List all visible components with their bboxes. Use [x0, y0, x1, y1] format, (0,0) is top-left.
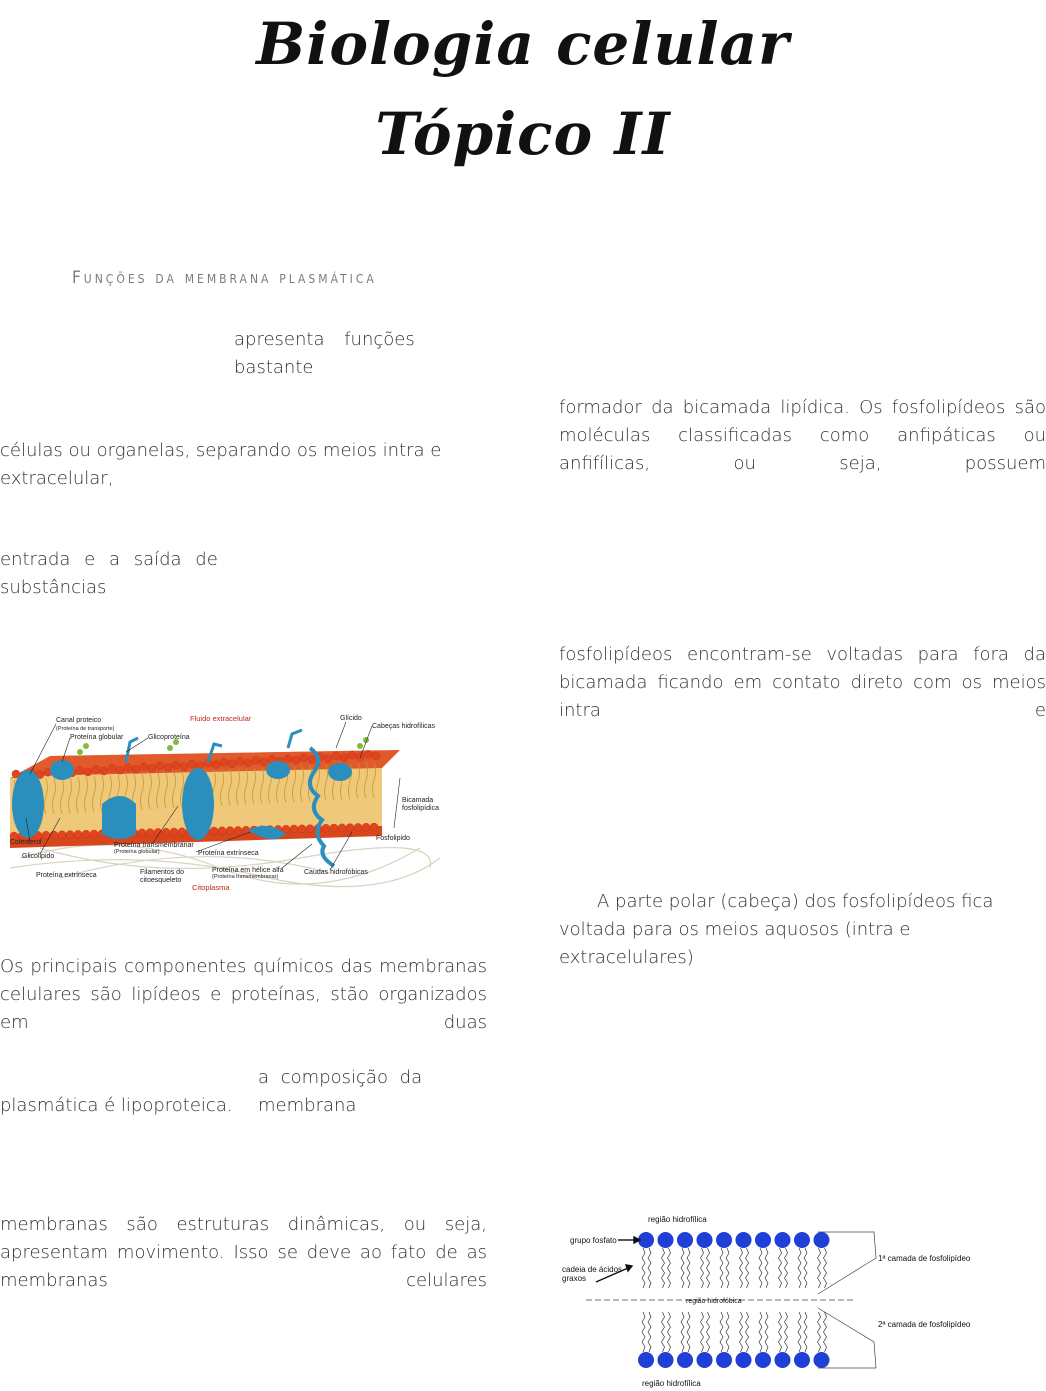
right-paragraph-1: formador da bicamada lipídica. Os fosfolipídeos são moléculas classificadas como anfipáticas ou anfifílicas, ou seja, possuem — [559, 397, 1046, 474]
left-paragraph-6: membranas são estruturas dinâmicas, ou seja, apresentam movimento. Isso se deve ao fato de as membranas celulares — [0, 1214, 487, 1291]
section-heading: Funções da membrana plasmática — [72, 268, 377, 288]
left-paragraph-3: entrada e a saída de substâncias — [0, 549, 218, 598]
fatty-acid-tail — [668, 1312, 671, 1352]
lipid-head — [340, 754, 348, 762]
lipid-head — [100, 767, 108, 775]
left-paragraph-4: Os principais componentes químicos das membranas celulares são lipídeos e proteínas, stão organizados em duas — [0, 956, 487, 1033]
lipid-head — [76, 766, 84, 774]
glycoprotein-label: Glicoproteína — [148, 734, 190, 741]
fatty-acid-tail — [740, 1312, 743, 1352]
lipid-head — [140, 763, 148, 771]
glycide-label: Glícido — [340, 715, 362, 722]
fatty-acid-tail — [668, 1248, 671, 1288]
lipid-head — [148, 764, 156, 772]
fatty-acid-tail — [726, 1248, 729, 1288]
fatty-acid-tail — [804, 1312, 807, 1352]
fatty-acid-tail — [701, 1312, 704, 1352]
fatty-acid-tail — [824, 1248, 827, 1288]
phospholipid-head — [658, 1232, 674, 1248]
transmembrane-sub-label: (Proteína globular) — [114, 849, 160, 855]
lipid-head — [308, 755, 316, 763]
helix-label: Proteína em hélice alfa — [212, 867, 284, 874]
fatty-acid-tail — [779, 1248, 782, 1288]
lipid-head — [370, 823, 378, 831]
lipid-head — [348, 751, 356, 759]
lipid-head — [108, 765, 116, 773]
phospholipid-head — [697, 1352, 713, 1368]
phospholipid-head — [677, 1352, 693, 1368]
bilayer-label-1: Bicamada — [402, 797, 434, 804]
phospholipid-head — [736, 1232, 752, 1248]
extrinsic-protein-low-label: Proteína extrínseca — [36, 872, 97, 879]
lipid-head — [156, 762, 164, 770]
hydrophobic-tails-label: Caudas hidrofóbicas — [304, 869, 368, 876]
helix-sub-label: (Proteína transmembranar) — [212, 874, 279, 880]
fatty-acid-tail — [648, 1312, 651, 1352]
lipid-head — [138, 829, 146, 837]
right-paragraph-2: fosfolipídeos encontram-se voltadas para fora da bicamada ficando em contato direto com os meios intra e — [559, 644, 1046, 721]
lipid-head — [74, 830, 82, 838]
lipid-head — [84, 768, 92, 776]
phospholipid-label: Fosfolipido — [376, 835, 410, 842]
lipid-head — [82, 830, 90, 838]
lipid-head — [164, 763, 172, 771]
lipid-head — [212, 761, 220, 769]
lipid-head — [226, 827, 234, 835]
lipid-head — [260, 758, 268, 766]
lipid-head — [234, 826, 242, 834]
lipid-head — [356, 753, 364, 761]
bottom-region-label: região hidrofílica — [642, 1379, 701, 1388]
fatty-acid-tail — [798, 1248, 801, 1288]
fatty-acid-tail — [687, 1248, 690, 1288]
lipid-head — [292, 756, 300, 764]
page-title: Biologia celular — [256, 10, 790, 78]
cytoskeleton-label-1: Filamentos do — [140, 869, 184, 876]
top-region-label: região hidrofílica — [648, 1215, 707, 1224]
fatty-acid-tail — [779, 1312, 782, 1352]
cytoplasm-label: Citoplasma — [192, 883, 230, 892]
lipid-head — [330, 824, 338, 832]
lipid-head — [298, 825, 306, 833]
lipid-head — [58, 831, 66, 839]
fatty-acid-tail — [701, 1248, 704, 1288]
phospholipid-head — [677, 1232, 693, 1248]
lipid-head — [338, 824, 346, 832]
fatty-acid-tail — [818, 1312, 821, 1352]
phospholipid-head — [775, 1232, 791, 1248]
lipid-head — [372, 752, 380, 760]
fatty-acid-tail — [662, 1312, 665, 1352]
phospholipid-head — [794, 1352, 810, 1368]
lipid-head — [66, 831, 74, 839]
fatty-acid-tail — [785, 1248, 788, 1288]
lipid-head — [354, 823, 362, 831]
phospholipid-head — [755, 1232, 771, 1248]
bilayer-top-heads — [638, 1232, 830, 1248]
fatty-acid-tail — [720, 1312, 723, 1352]
fatty-acid-tail — [804, 1248, 807, 1288]
lipid-head — [146, 829, 154, 837]
bilayer-label-2: fosfolipídica — [402, 805, 439, 812]
lipid-head — [170, 828, 178, 836]
layer1-label: 1ª camada de fosfolipídeo — [878, 1254, 971, 1263]
glycolipid-label: Glicolipido — [22, 853, 55, 860]
lipid-head — [90, 830, 98, 838]
phospholipid-head — [755, 1352, 771, 1368]
globular-label: Proteína globular — [70, 734, 124, 741]
phospholipid-head — [716, 1352, 732, 1368]
transmembrane-label: Proteína transmembranar — [114, 842, 194, 849]
fatty-acid-tail — [726, 1312, 729, 1352]
lipid-head — [116, 766, 124, 774]
fatty-acid-tail — [759, 1312, 762, 1352]
fatty-acid-tail — [824, 1312, 827, 1352]
extrinsic-protein-label: Proteína extrínseca — [198, 850, 259, 857]
fatty-acid-label-1: cadeia de ácidos — [562, 1265, 623, 1274]
fatty-acid-tail — [642, 1312, 645, 1352]
lipid-head — [162, 828, 170, 836]
canal-label: Canal proteico — [56, 717, 102, 724]
lipid-head — [236, 757, 244, 765]
fatty-acid-tail — [642, 1248, 645, 1288]
lipid-head — [362, 823, 370, 831]
lipid-head — [284, 755, 292, 763]
phospholipid-head — [736, 1352, 752, 1368]
fatty-acid-tail — [707, 1312, 710, 1352]
phospholipid-head — [658, 1352, 674, 1368]
fatty-acid-tail — [740, 1248, 743, 1288]
lipid-head — [188, 760, 196, 768]
fatty-acid-tail — [681, 1248, 684, 1288]
phospholipid-head — [814, 1232, 830, 1248]
lipid-head — [50, 831, 58, 839]
lipid-head — [332, 752, 340, 760]
extracellular-fluid-label: Fluido extracelular — [190, 714, 252, 723]
left-paragraph-5b: plasmática é lipoproteica. — [0, 1095, 233, 1116]
lipid-head — [178, 828, 186, 836]
hydrophilic-heads-label: Cabeças hidrofílicas — [372, 723, 436, 730]
canal-sub-label: (Proteína de transporte) — [56, 726, 115, 732]
fatty-acid-tail — [746, 1312, 749, 1352]
phospholipid-head — [716, 1232, 732, 1248]
left-paragraph-5a: a composição da membrana — [258, 1067, 423, 1116]
lipid-head — [300, 754, 308, 762]
phospholipid-head — [794, 1232, 810, 1248]
lipid-head — [124, 764, 132, 772]
lipid-head — [252, 757, 260, 765]
left-paragraph-1: apresenta funções bastante — [234, 329, 415, 378]
page-subtitle: Tópico II — [375, 100, 671, 168]
lipid-head — [324, 754, 332, 762]
cytoskeleton-label-2: citoesqueleto — [140, 877, 182, 884]
fatty-acid-tail — [818, 1248, 821, 1288]
lipid-head — [180, 763, 188, 771]
lipid-head — [306, 825, 314, 833]
lipid-head — [290, 825, 298, 833]
fatty-acid-tail — [662, 1248, 665, 1288]
cholesterol-label: Colesterol — [10, 839, 42, 846]
bilayer-bottom-heads — [638, 1352, 830, 1368]
lipid-head — [132, 765, 140, 773]
lipid-head — [220, 758, 228, 766]
lipid-head — [364, 750, 372, 758]
lipid-head — [172, 761, 180, 769]
fatty-acid-tail — [765, 1248, 768, 1288]
phospholipid-head — [775, 1352, 791, 1368]
fatty-acid-tail — [765, 1312, 768, 1352]
layer2-label: 2ª camada de fosfolipídeo — [878, 1320, 971, 1329]
fatty-acid-tail — [759, 1248, 762, 1288]
right-paragraph-3: A parte polar (cabeça) dos fosfolipídeos fica voltada para os meios aquosos (intra e extracelulares) — [559, 891, 994, 968]
phospholipid-head — [814, 1352, 830, 1368]
left-paragraph-2: células ou organelas, separando os meios intra e extracelular, — [0, 440, 442, 489]
lipid-head — [210, 827, 218, 835]
middle-region-label: região hidrofóbica — [686, 1298, 742, 1305]
phospholipid-head — [638, 1352, 654, 1368]
lipid-head — [346, 824, 354, 832]
fatty-acid-tail — [681, 1312, 684, 1352]
fatty-acid-label-2: graxos — [562, 1274, 587, 1283]
fatty-acid-tail — [707, 1248, 710, 1288]
fatty-acid-tail — [648, 1248, 651, 1288]
phospholipid-head — [697, 1232, 713, 1248]
fatty-acid-tail — [798, 1312, 801, 1352]
lipid-head — [322, 824, 330, 832]
phospholipid-bilayer-diagram — [556, 1210, 986, 1390]
fatty-acid-tail — [720, 1248, 723, 1288]
fluid-mosaic-membrane-diagram — [0, 708, 445, 898]
lipid-head — [92, 766, 100, 774]
lipid-head — [244, 759, 252, 767]
fatty-acid-tail — [746, 1248, 749, 1288]
fatty-acid-tail — [687, 1312, 690, 1352]
lipid-head — [218, 827, 226, 835]
fatty-acid-tail — [785, 1312, 788, 1352]
lipid-head — [228, 760, 236, 768]
phosphate-label: grupo fosfato — [570, 1236, 617, 1245]
